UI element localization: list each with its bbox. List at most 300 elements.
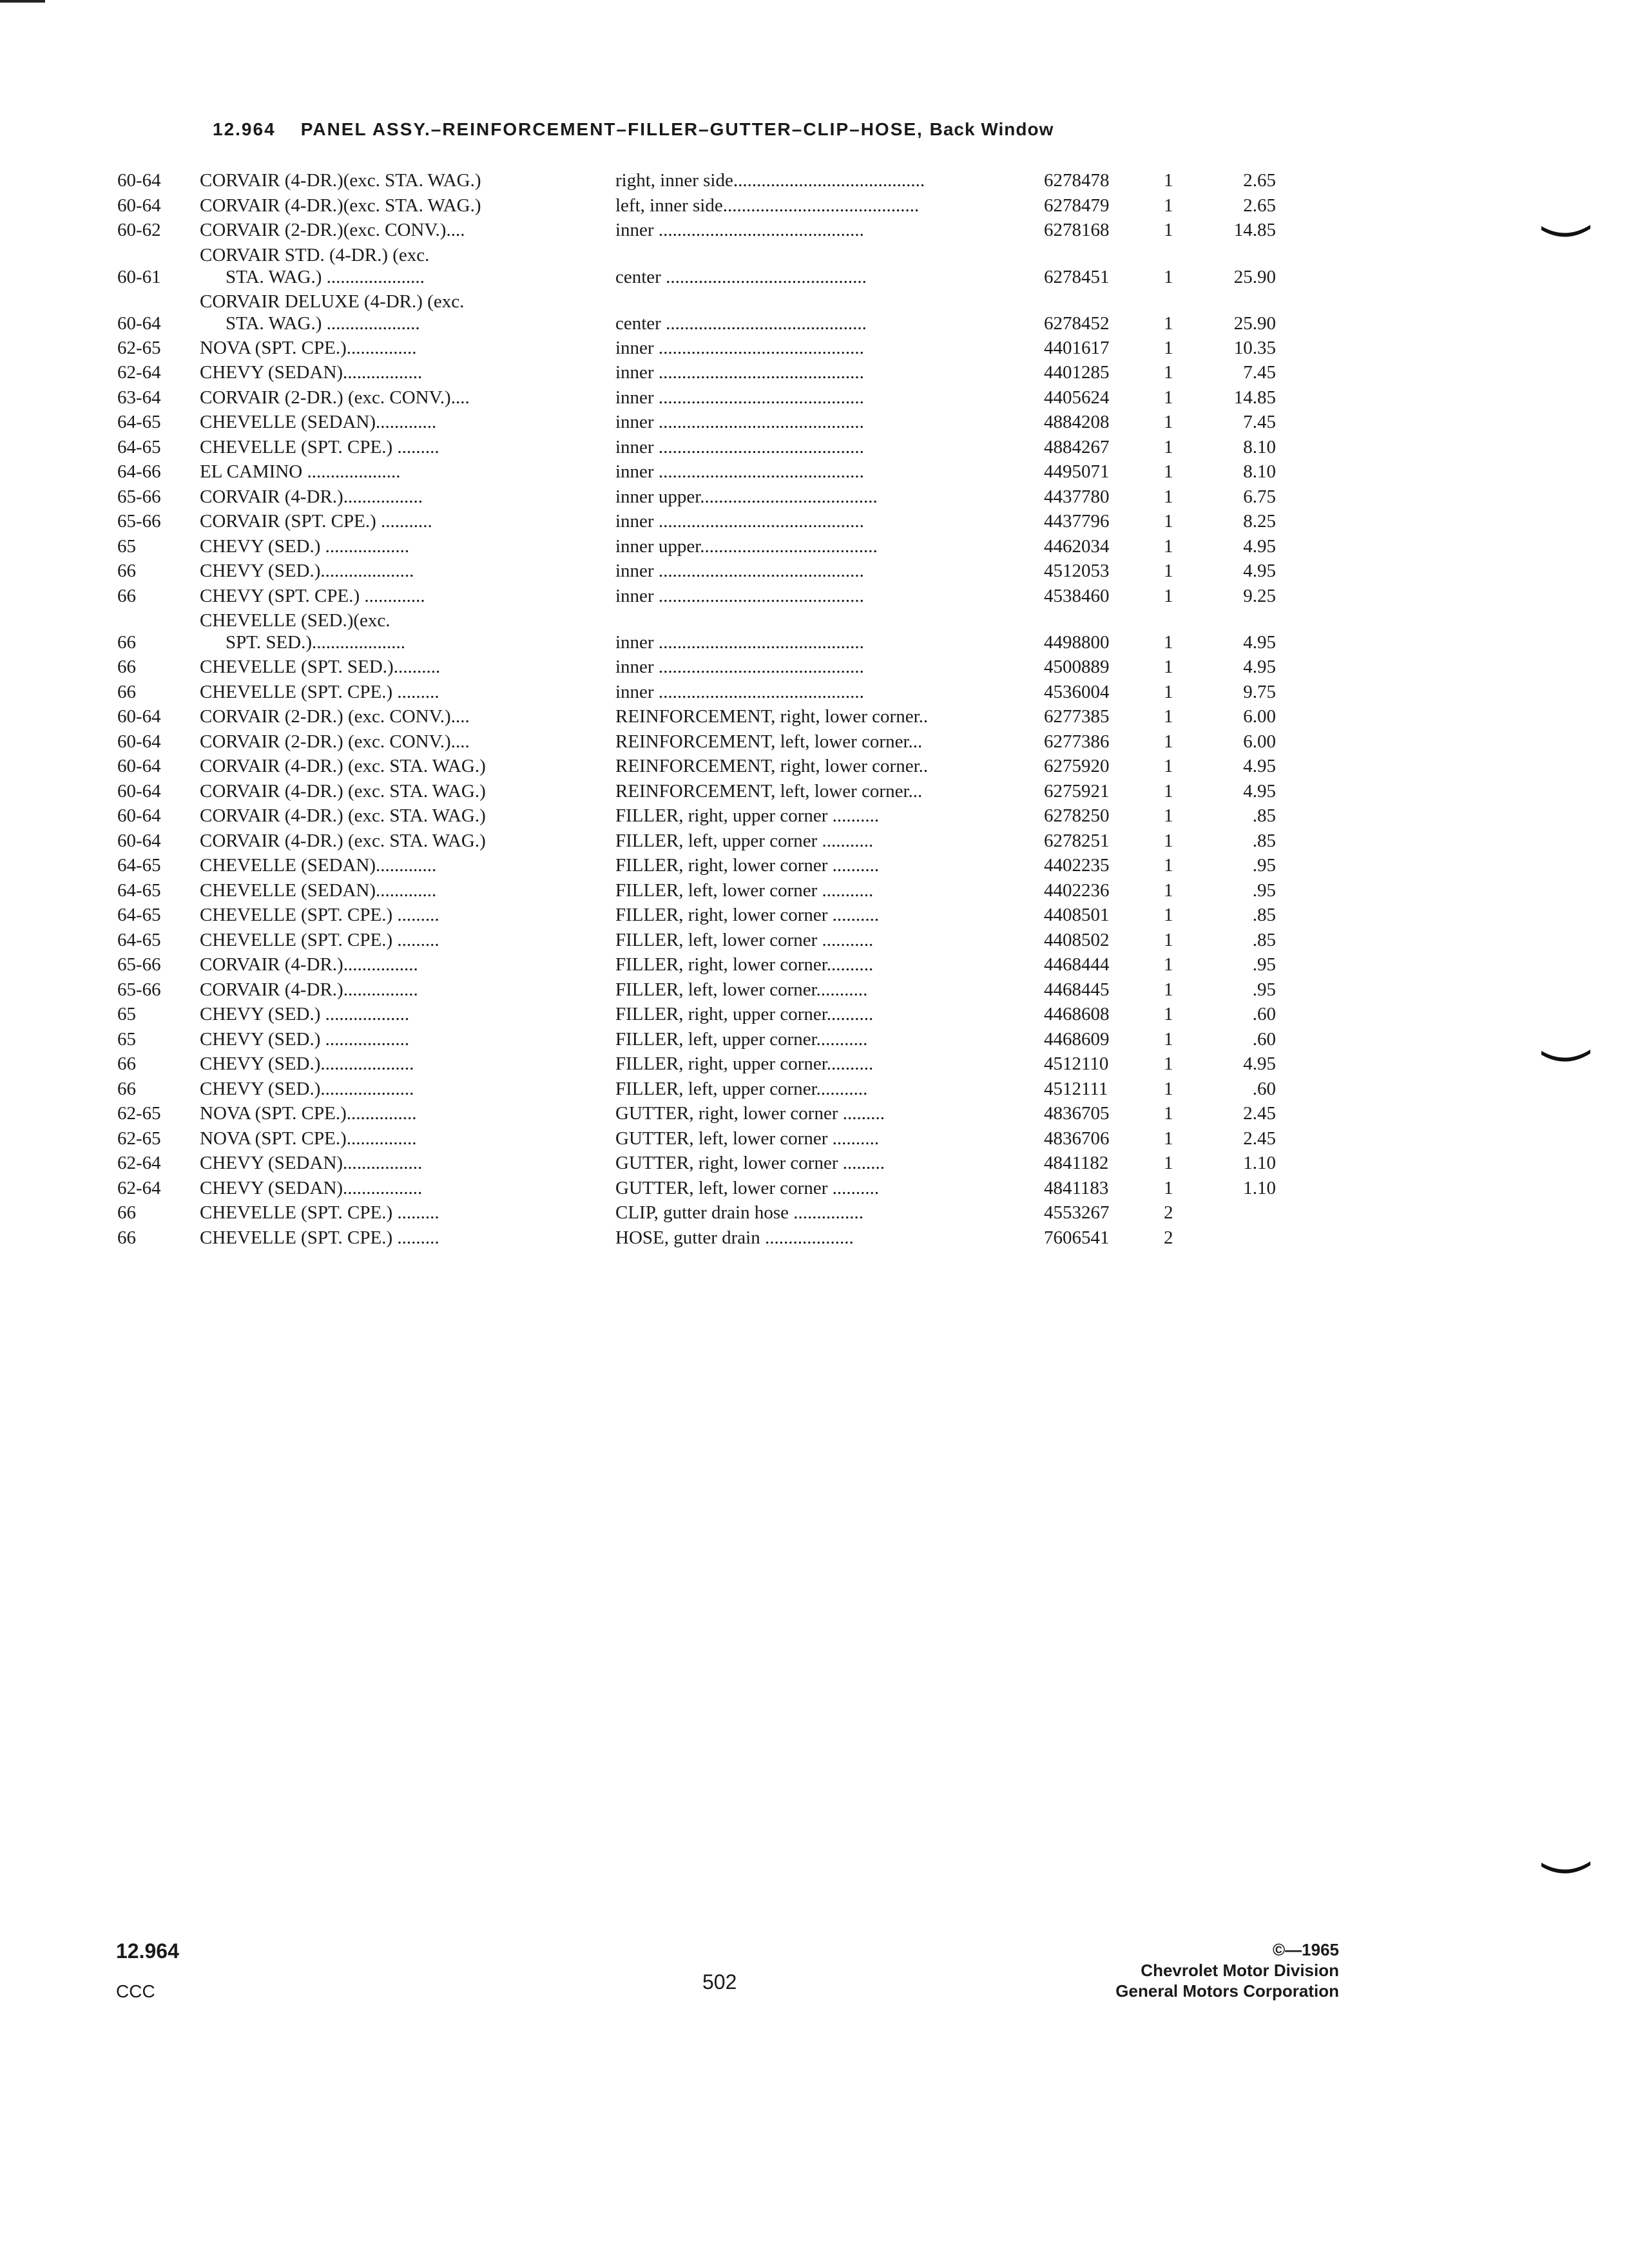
table-row bbox=[0, 928, 1629, 954]
price: .60 bbox=[1252, 1004, 1276, 1024]
model-name: CORVAIR (2-DR.) (exc. CONV.).... bbox=[200, 706, 470, 727]
part-description: REINFORCEMENT, left, lower corner... bbox=[615, 731, 923, 752]
quantity: 1 bbox=[1164, 830, 1173, 851]
quantity: 1 bbox=[1164, 1028, 1173, 1050]
table-row bbox=[0, 978, 1629, 1003]
model-name: CHEVELLE (SPT. CPE.) ......... bbox=[200, 1202, 439, 1223]
model-name: CORVAIR (4-DR.) (exc. STA. WAG.) bbox=[200, 830, 486, 851]
part-number: 7606541 bbox=[1044, 1227, 1110, 1248]
part-description: inner ............................................ bbox=[615, 561, 864, 581]
price: 4.95 bbox=[1243, 1053, 1276, 1074]
price: 2.65 bbox=[1243, 170, 1276, 191]
quantity: 1 bbox=[1164, 312, 1173, 334]
part-description: inner upper...................................... bbox=[615, 535, 878, 557]
price: .60 bbox=[1252, 1028, 1276, 1050]
part-description: center ........................................... bbox=[615, 266, 867, 287]
table-row bbox=[0, 680, 1629, 706]
part-number: 4884208 bbox=[1044, 412, 1110, 432]
table-row bbox=[0, 1226, 1629, 1251]
price: 7.45 bbox=[1243, 362, 1276, 383]
model-name: CORVAIR (4-DR.)................ bbox=[200, 954, 418, 975]
copyright-corporation: General Motors Corporation bbox=[1115, 1981, 1339, 2001]
part-description: REINFORCEMENT, left, lower corner... bbox=[615, 780, 923, 802]
price: 6.00 bbox=[1243, 706, 1276, 727]
quantity: 1 bbox=[1164, 780, 1173, 802]
model-name: CHEVELLE (SEDAN)............. bbox=[200, 879, 437, 901]
table-row bbox=[0, 584, 1629, 610]
table-row bbox=[0, 655, 1629, 680]
table-row bbox=[0, 485, 1629, 510]
part-number: 4495071 bbox=[1044, 461, 1110, 482]
quantity: 1 bbox=[1164, 879, 1173, 901]
price: .95 bbox=[1252, 979, 1276, 1000]
part-number: 4408501 bbox=[1044, 905, 1110, 925]
quantity: 1 bbox=[1164, 905, 1173, 925]
model-years: 60-62 bbox=[117, 220, 161, 240]
part-description: FILLER, right, upper corner.......... bbox=[615, 1004, 874, 1024]
section-heading bbox=[213, 119, 1054, 140]
part-description: CLIP, gutter drain hose ............... bbox=[615, 1202, 864, 1223]
part-description: inner ............................................ bbox=[615, 585, 864, 606]
part-number: 4401617 bbox=[1044, 337, 1110, 358]
quantity: 1 bbox=[1164, 195, 1173, 216]
part-description: FILLER, right, upper corner.......... bbox=[615, 1053, 874, 1074]
table-row bbox=[0, 1201, 1629, 1226]
part-description: center ........................................... bbox=[615, 312, 867, 334]
model-name: CORVAIR (4-DR.) (exc. STA. WAG.) bbox=[200, 756, 486, 776]
part-number: 6277386 bbox=[1044, 731, 1110, 752]
price: 8.10 bbox=[1243, 436, 1276, 457]
model-name: CHEVELLE (SPT. CPE.) ......... bbox=[200, 929, 439, 950]
price: 25.90 bbox=[1233, 266, 1276, 287]
part-number: 6278451 bbox=[1044, 266, 1110, 287]
part-number: 4405624 bbox=[1044, 387, 1110, 408]
model-name: CORVAIR (SPT. CPE.) ........... bbox=[200, 511, 432, 532]
model-name: CHEVELLE (SEDAN)............. bbox=[200, 412, 437, 432]
model-years: 64-66 bbox=[117, 461, 161, 482]
quantity: 1 bbox=[1164, 170, 1173, 191]
model-years: 62-64 bbox=[117, 1153, 161, 1173]
model-name: CHEVELLE (SPT. CPE.) ......... bbox=[200, 905, 439, 925]
quantity: 1 bbox=[1164, 632, 1173, 653]
footer-code: CCC bbox=[116, 1981, 155, 2001]
price: .95 bbox=[1252, 855, 1276, 876]
model-name: CORVAIR (2-DR.)(exc. CONV.).... bbox=[200, 220, 465, 240]
part-number: 4512110 bbox=[1044, 1053, 1109, 1074]
model-years: 62-64 bbox=[117, 362, 161, 383]
model-name: CHEVELLE (SPT. SED.).......... bbox=[200, 657, 441, 677]
model-name-continued: STA. WAG.) ..................... bbox=[226, 266, 425, 287]
part-number: 4408502 bbox=[1044, 929, 1110, 950]
part-description: FILLER, right, lower corner .......... bbox=[615, 855, 880, 876]
model-name: CHEVELLE (SPT. CPE.) ......... bbox=[200, 681, 439, 702]
part-description: HOSE, gutter drain ................... bbox=[615, 1227, 854, 1248]
model-years: 65 bbox=[117, 1028, 136, 1050]
part-number: 4884267 bbox=[1044, 436, 1110, 457]
model-years: 64-65 bbox=[117, 412, 161, 432]
quantity: 1 bbox=[1164, 805, 1173, 826]
table-row bbox=[0, 1052, 1629, 1077]
price: .85 bbox=[1252, 830, 1276, 851]
model-name: CHEVY (SED.).................... bbox=[200, 561, 414, 581]
model-name: NOVA (SPT. CPE.)............... bbox=[200, 1103, 417, 1124]
quantity: 1 bbox=[1164, 1078, 1173, 1099]
part-number: 4468608 bbox=[1044, 1004, 1110, 1024]
part-number: 4468609 bbox=[1044, 1028, 1110, 1050]
part-description: FILLER, left, upper corner ........... bbox=[615, 830, 874, 851]
table-row bbox=[0, 829, 1629, 854]
model-years: 66 bbox=[117, 1053, 136, 1074]
part-description: inner ............................................ bbox=[615, 362, 864, 383]
part-number: 4841183 bbox=[1044, 1177, 1109, 1198]
table-row bbox=[0, 854, 1629, 879]
quantity: 1 bbox=[1164, 412, 1173, 432]
model-years: 64-65 bbox=[117, 905, 161, 925]
part-number: 4437780 bbox=[1044, 486, 1110, 507]
table-row bbox=[0, 510, 1629, 535]
model-name: CORVAIR DELUXE (4-DR.) (exc. bbox=[200, 291, 465, 312]
model-years: 65 bbox=[117, 535, 136, 557]
part-description: inner ............................................ bbox=[615, 657, 864, 677]
model-name: CHEVY (SED.) .................. bbox=[200, 535, 410, 557]
part-description: FILLER, left, lower corner ........... bbox=[615, 879, 874, 901]
model-years: 65-66 bbox=[117, 486, 161, 507]
table-row bbox=[0, 361, 1629, 386]
table-row bbox=[0, 169, 1629, 194]
model-years: 62-65 bbox=[117, 1128, 161, 1149]
model-years: 62-65 bbox=[117, 1103, 161, 1124]
part-description: inner ............................................ bbox=[615, 632, 864, 653]
price: 8.10 bbox=[1243, 461, 1276, 482]
part-number: 4437796 bbox=[1044, 511, 1110, 532]
copyright-block bbox=[1115, 1939, 1339, 2001]
price: 6.00 bbox=[1243, 731, 1276, 752]
quantity: 1 bbox=[1164, 561, 1173, 581]
part-description: inner ............................................ bbox=[615, 220, 864, 240]
part-number: 6278251 bbox=[1044, 830, 1110, 851]
price: .85 bbox=[1252, 905, 1276, 925]
part-description: FILLER, left, lower corner........... bbox=[615, 979, 868, 1000]
price: 9.75 bbox=[1243, 681, 1276, 702]
part-description: inner ............................................ bbox=[615, 461, 864, 482]
model-years: 65-66 bbox=[117, 979, 161, 1000]
model-name: CORVAIR (4-DR.)(exc. STA. WAG.) bbox=[200, 195, 481, 216]
model-name: CHEVY (SPT. CPE.) ............. bbox=[200, 585, 425, 606]
model-name: NOVA (SPT. CPE.)............... bbox=[200, 1128, 417, 1149]
price: 25.90 bbox=[1233, 312, 1276, 334]
model-years: 64-65 bbox=[117, 929, 161, 950]
model-name: CHEVY (SED.).................... bbox=[200, 1053, 414, 1074]
part-description: inner upper...................................... bbox=[615, 486, 878, 507]
price: 10.35 bbox=[1233, 337, 1276, 358]
part-number: 6278478 bbox=[1044, 170, 1110, 191]
part-number: 4468445 bbox=[1044, 979, 1110, 1000]
model-name: CHEVELLE (SPT. CPE.) ......... bbox=[200, 436, 439, 457]
model-years: 60-64 bbox=[117, 731, 161, 752]
price: 9.25 bbox=[1243, 585, 1276, 606]
part-description: inner ............................................ bbox=[615, 681, 864, 702]
price: 4.95 bbox=[1243, 780, 1276, 802]
table-row bbox=[0, 244, 1629, 290]
model-name: CHEVELLE (SEDAN)............. bbox=[200, 855, 437, 876]
part-description: FILLER, left, upper corner........... bbox=[615, 1028, 868, 1050]
price: 4.95 bbox=[1243, 535, 1276, 557]
model-years: 60-64 bbox=[117, 312, 161, 334]
table-row bbox=[0, 903, 1629, 928]
model-name: CHEVELLE (SED.)(exc. bbox=[200, 610, 390, 631]
part-description: GUTTER, right, lower corner ......... bbox=[615, 1153, 885, 1173]
table-row bbox=[0, 336, 1629, 361]
part-description: GUTTER, left, lower corner .......... bbox=[615, 1128, 880, 1149]
quantity: 1 bbox=[1164, 681, 1173, 702]
copyright-division: Chevrolet Motor Division bbox=[1141, 1961, 1339, 1980]
price: 6.75 bbox=[1243, 486, 1276, 507]
model-years: 60-64 bbox=[117, 170, 161, 191]
quantity: 1 bbox=[1164, 979, 1173, 1000]
quantity: 1 bbox=[1164, 756, 1173, 776]
part-number: 4836705 bbox=[1044, 1103, 1110, 1124]
model-years: 66 bbox=[117, 681, 136, 702]
model-years: 66 bbox=[117, 657, 136, 677]
table-row bbox=[0, 1177, 1629, 1202]
model-years: 65 bbox=[117, 1004, 136, 1024]
part-description: inner ............................................ bbox=[615, 436, 864, 457]
table-row bbox=[0, 1151, 1629, 1177]
model-name: EL CAMINO .................... bbox=[200, 461, 401, 482]
price: 2.45 bbox=[1243, 1128, 1276, 1149]
model-years: 64-65 bbox=[117, 879, 161, 901]
part-number: 4536004 bbox=[1044, 681, 1110, 702]
price: 4.95 bbox=[1243, 756, 1276, 776]
model-name: CORVAIR (2-DR.) (exc. CONV.).... bbox=[200, 387, 470, 408]
quantity: 1 bbox=[1164, 362, 1173, 383]
part-description: right, inner side......................................... bbox=[615, 170, 925, 191]
part-number: 4401285 bbox=[1044, 362, 1110, 383]
quantity: 1 bbox=[1164, 220, 1173, 240]
model-name: CORVAIR (2-DR.) (exc. CONV.).... bbox=[200, 731, 470, 752]
table-row bbox=[0, 559, 1629, 584]
quantity: 1 bbox=[1164, 535, 1173, 557]
page-number: 502 bbox=[702, 1970, 737, 1994]
quantity: 1 bbox=[1164, 1153, 1173, 1173]
part-description: FILLER, right, lower corner.......... bbox=[615, 954, 874, 975]
quantity: 2 bbox=[1164, 1227, 1173, 1248]
part-description: FILLER, right, lower corner .......... bbox=[615, 905, 880, 925]
model-name: CORVAIR (4-DR.)................ bbox=[200, 979, 418, 1000]
table-row bbox=[0, 1003, 1629, 1028]
price: 7.45 bbox=[1243, 412, 1276, 432]
part-description: inner ............................................ bbox=[615, 337, 864, 358]
part-number: 4836706 bbox=[1044, 1128, 1110, 1149]
part-description: FILLER, left, lower corner ........... bbox=[615, 929, 874, 950]
model-name: CHEVY (SEDAN)................. bbox=[200, 362, 423, 383]
part-number: 4553267 bbox=[1044, 1202, 1110, 1223]
model-years: 66 bbox=[117, 632, 136, 653]
quantity: 1 bbox=[1164, 486, 1173, 507]
part-number: 6278452 bbox=[1044, 312, 1110, 334]
parts-table bbox=[0, 169, 1629, 1251]
table-row bbox=[0, 879, 1629, 904]
model-years: 62-65 bbox=[117, 337, 161, 358]
model-years: 66 bbox=[117, 561, 136, 581]
model-name: CHEVY (SED.).................... bbox=[200, 1078, 414, 1099]
table-row bbox=[0, 218, 1629, 244]
model-years: 60-64 bbox=[117, 195, 161, 216]
price: 4.95 bbox=[1243, 561, 1276, 581]
model-name: CORVAIR (4-DR.)................. bbox=[200, 486, 423, 507]
model-years: 64-65 bbox=[117, 855, 161, 876]
part-description: FILLER, left, upper corner........... bbox=[615, 1078, 868, 1099]
model-years: 65-66 bbox=[117, 511, 161, 532]
quantity: 1 bbox=[1164, 1128, 1173, 1149]
part-description: inner ............................................ bbox=[615, 412, 864, 432]
quantity: 1 bbox=[1164, 929, 1173, 950]
part-number: 6275921 bbox=[1044, 780, 1110, 802]
model-name-continued: SPT. SED.).................... bbox=[226, 632, 406, 653]
model-name: CHEVELLE (SPT. CPE.) ......... bbox=[200, 1227, 439, 1248]
model-years: 66 bbox=[117, 585, 136, 606]
quantity: 1 bbox=[1164, 436, 1173, 457]
table-row bbox=[0, 754, 1629, 780]
scan-corner-mark bbox=[0, 0, 45, 3]
part-description: inner ............................................ bbox=[615, 387, 864, 408]
model-years: 60-64 bbox=[117, 780, 161, 802]
model-years: 66 bbox=[117, 1227, 136, 1248]
model-name: CORVAIR STD. (4-DR.) (exc. bbox=[200, 244, 430, 265]
section-title: PANEL ASSY.–REINFORCEMENT–FILLER–GUTTER–CLIP–HOSE, bbox=[300, 119, 923, 139]
part-number: 4538460 bbox=[1044, 585, 1110, 606]
quantity: 1 bbox=[1164, 461, 1173, 482]
part-number: 4500889 bbox=[1044, 657, 1110, 677]
quantity: 1 bbox=[1164, 1004, 1173, 1024]
table-row bbox=[0, 780, 1629, 805]
part-number: 4402235 bbox=[1044, 855, 1110, 876]
model-years: 60-61 bbox=[117, 266, 161, 287]
table-row bbox=[0, 1028, 1629, 1053]
part-description: REINFORCEMENT, right, lower corner.. bbox=[615, 756, 929, 776]
part-number: 4468444 bbox=[1044, 954, 1110, 975]
part-number: 6278250 bbox=[1044, 805, 1110, 826]
table-row bbox=[0, 705, 1629, 730]
table-row bbox=[0, 1077, 1629, 1102]
price: 1.10 bbox=[1243, 1177, 1276, 1198]
table-row bbox=[0, 460, 1629, 485]
model-years: 65-66 bbox=[117, 954, 161, 975]
quantity: 1 bbox=[1164, 855, 1173, 876]
table-row bbox=[0, 730, 1629, 755]
quantity: 1 bbox=[1164, 731, 1173, 752]
table-row bbox=[0, 535, 1629, 560]
model-name: CHEVY (SED.) .................. bbox=[200, 1004, 410, 1024]
table-row bbox=[0, 290, 1629, 336]
model-years: 64-65 bbox=[117, 436, 161, 457]
price: 2.65 bbox=[1243, 195, 1276, 216]
part-number: 4841182 bbox=[1044, 1153, 1109, 1173]
table-row bbox=[0, 953, 1629, 978]
quantity: 1 bbox=[1164, 1053, 1173, 1074]
price: 1.10 bbox=[1243, 1153, 1276, 1173]
quantity: 2 bbox=[1164, 1202, 1173, 1223]
footer-section-number: 12.964 bbox=[116, 1939, 179, 1963]
model-name: CHEVY (SED.) .................. bbox=[200, 1028, 410, 1050]
quantity: 1 bbox=[1164, 657, 1173, 677]
part-description: inner ............................................ bbox=[615, 511, 864, 532]
part-number: 4512053 bbox=[1044, 561, 1110, 581]
binder-punch-mark bbox=[1540, 1859, 1592, 1878]
price: 14.85 bbox=[1233, 387, 1276, 408]
model-years: 60-64 bbox=[117, 756, 161, 776]
part-description: REINFORCEMENT, right, lower corner.. bbox=[615, 706, 929, 727]
model-name-continued: STA. WAG.) .................... bbox=[226, 312, 420, 334]
model-name: CORVAIR (4-DR.) (exc. STA. WAG.) bbox=[200, 780, 486, 802]
part-number: 6275920 bbox=[1044, 756, 1110, 776]
price: .95 bbox=[1252, 879, 1276, 901]
part-number: 6278168 bbox=[1044, 220, 1110, 240]
table-row bbox=[0, 410, 1629, 436]
price: .60 bbox=[1252, 1078, 1276, 1099]
table-row bbox=[0, 609, 1629, 655]
table-row bbox=[0, 194, 1629, 219]
price: 2.45 bbox=[1243, 1103, 1276, 1124]
part-description: GUTTER, left, lower corner .......... bbox=[615, 1177, 880, 1198]
part-number: 4512111 bbox=[1044, 1078, 1108, 1099]
model-years: 62-64 bbox=[117, 1177, 161, 1198]
model-years: 66 bbox=[117, 1078, 136, 1099]
part-number: 4498800 bbox=[1044, 632, 1110, 653]
copyright-year: ©—1965 bbox=[1273, 1940, 1339, 1959]
price: .95 bbox=[1252, 954, 1276, 975]
price: .85 bbox=[1252, 929, 1276, 950]
price: 4.95 bbox=[1243, 632, 1276, 653]
price: 4.95 bbox=[1243, 657, 1276, 677]
quantity: 1 bbox=[1164, 585, 1173, 606]
model-name: CHEVY (SEDAN)................. bbox=[200, 1153, 423, 1173]
part-description: left, inner side.......................................... bbox=[615, 195, 920, 216]
part-description: FILLER, right, upper corner .......... bbox=[615, 805, 880, 826]
model-years: 60-64 bbox=[117, 805, 161, 826]
part-description: GUTTER, right, lower corner ......... bbox=[615, 1103, 885, 1124]
quantity: 1 bbox=[1164, 387, 1173, 408]
table-row bbox=[0, 436, 1629, 461]
quantity: 1 bbox=[1164, 1103, 1173, 1124]
quantity: 1 bbox=[1164, 337, 1173, 358]
model-name: NOVA (SPT. CPE.)............... bbox=[200, 337, 417, 358]
table-row bbox=[0, 1102, 1629, 1127]
model-name: CORVAIR (4-DR.) (exc. STA. WAG.) bbox=[200, 805, 486, 826]
part-number: 4462034 bbox=[1044, 535, 1110, 557]
quantity: 1 bbox=[1164, 954, 1173, 975]
model-years: 66 bbox=[117, 1202, 136, 1223]
section-number: 12.964 bbox=[213, 119, 276, 139]
model-years: 60-64 bbox=[117, 830, 161, 851]
quantity: 1 bbox=[1164, 706, 1173, 727]
table-row bbox=[0, 1127, 1629, 1152]
price: 14.85 bbox=[1233, 220, 1276, 240]
section-subtitle: Back Window bbox=[929, 119, 1054, 139]
price: .85 bbox=[1252, 805, 1276, 826]
model-name: CHEVY (SEDAN)................. bbox=[200, 1177, 423, 1198]
price: 8.25 bbox=[1243, 511, 1276, 532]
footer-left bbox=[116, 1939, 179, 2002]
table-row bbox=[0, 386, 1629, 411]
table-row bbox=[0, 804, 1629, 829]
quantity: 1 bbox=[1164, 511, 1173, 532]
part-number: 6278479 bbox=[1044, 195, 1110, 216]
part-number: 4402236 bbox=[1044, 879, 1110, 901]
model-years: 60-64 bbox=[117, 706, 161, 727]
model-years: 63-64 bbox=[117, 387, 161, 408]
model-name: CORVAIR (4-DR.)(exc. STA. WAG.) bbox=[200, 170, 481, 191]
